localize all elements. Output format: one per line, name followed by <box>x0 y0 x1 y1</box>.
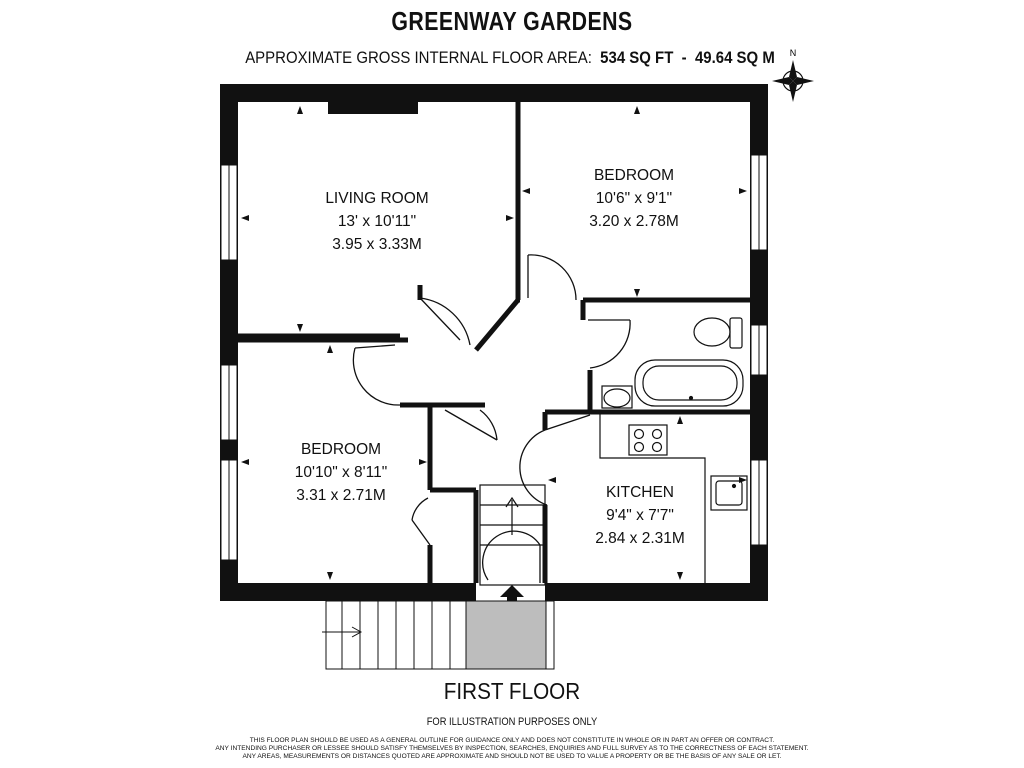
room-name: LIVING ROOM <box>325 190 429 207</box>
room-dimensions-imperial: 10'6" x 9'1" <box>595 190 673 207</box>
room-bedroom-2 <box>295 441 387 504</box>
room-living-room <box>325 190 428 253</box>
room-bedroom-1 <box>589 167 679 230</box>
room-dimensions-imperial: 9'4" x 7'7" <box>606 507 674 524</box>
disclaimer <box>150 737 874 761</box>
illustration-note: FOR ILLUSTRATION PURPOSES ONLY <box>426 716 598 728</box>
floor-area-sqm: 49.64 SQ M <box>694 48 775 67</box>
disclaimer-line: ANY AREAS, MEASUREMENTS OR DISTANCES QUOTED ARE APPROXIMATE AND SHOULD NOT BE USED TO VALUE A PROPERTY OR BE THE BASIS OF ANY SALE OR LET. <box>242 753 782 760</box>
compass-icon <box>772 48 814 102</box>
room-dimensions-metric: 3.31 x 2.71M <box>296 487 386 504</box>
room-dimensions-metric: 3.20 x 2.78M <box>589 213 679 230</box>
plan-title: GREENWAY GARDENS <box>391 6 633 36</box>
hall-walls <box>238 295 518 350</box>
bathroom-fixtures <box>602 318 743 408</box>
staircase <box>480 485 545 585</box>
floor-area-prefix: APPROXIMATE GROSS INTERNAL FLOOR AREA: <box>245 48 592 67</box>
room-dimensions-imperial: 10'10" x 8'11" <box>294 464 388 481</box>
compass-north-label: N <box>789 48 797 58</box>
disclaimer-line: ANY INTENDING PURCHASER OR LESSEE SHOULD SATISFY THEMSELVES BY INSPECTION, SEARCHES, ENQUIRIES AND FULL SURVEY AS TO THE CORRECTNESS OF EACH STATEMENT. <box>215 745 809 752</box>
external-stairs <box>322 601 554 669</box>
room-name: BEDROOM <box>300 441 382 458</box>
chimney-breast <box>328 100 418 114</box>
room-dimensions-metric: 2.84 x 2.31M <box>595 530 685 547</box>
disclaimer-line: THIS FLOOR PLAN SHOULD BE USED AS A GENERAL OUTLINE FOR GUIDANCE ONLY AND DOES NOT CONSTITUTE IN WHOLE OR IN PART AN OFFER OR CONTRACT. <box>249 737 775 744</box>
floor-area-sqft: 534 SQ FT <box>600 48 674 67</box>
room-dimensions-metric: 3.95 x 3.33M <box>332 236 422 253</box>
room-name: KITCHEN <box>605 484 675 501</box>
room-name: BEDROOM <box>593 167 675 184</box>
doors <box>353 255 630 583</box>
floor-label: FIRST FLOOR <box>443 678 581 704</box>
room-dimensions-imperial: 13' x 10'11" <box>337 213 417 230</box>
floor-area-separator: - <box>681 48 687 67</box>
room-kitchen <box>595 484 685 547</box>
